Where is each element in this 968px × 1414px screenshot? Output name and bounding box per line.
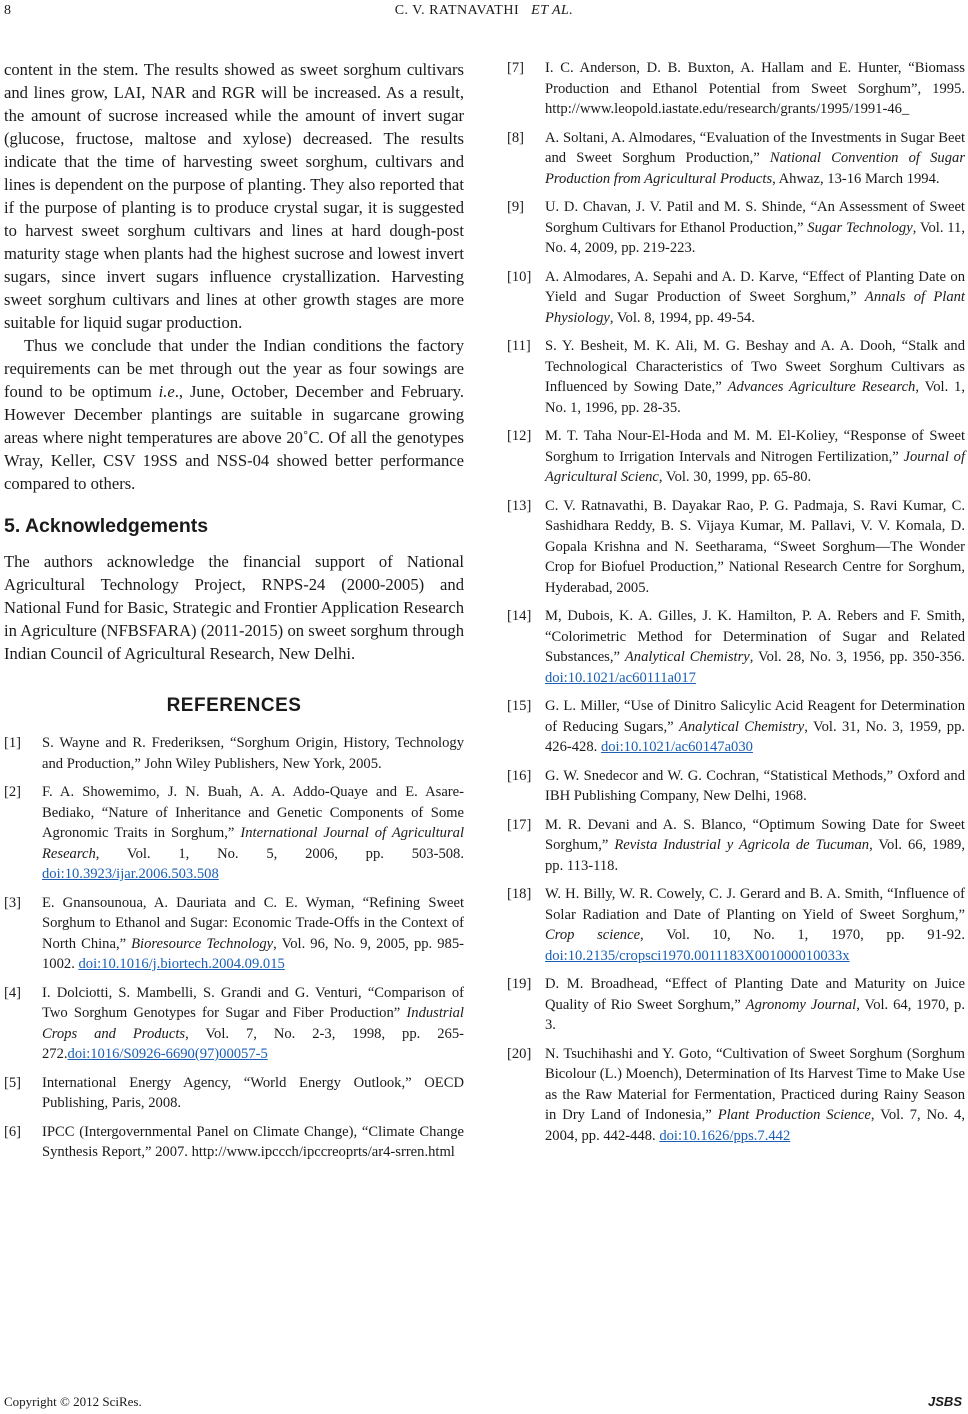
reference-text: I. C. Anderson, D. B. Buxton, A. Hallam and E. Hunter, “Biomass Production and Ethanol Potential from Sweet Sorghum”, 1995. http://www.leopold.iastate.edu/research/grants/1995/1991-46_	[545, 60, 965, 117]
reference-number: [12]	[507, 428, 532, 444]
reference-item	[507, 58, 965, 120]
doi-link[interactable]: doi:10.3923/ijar.2006.503.508	[42, 866, 219, 882]
doi-link[interactable]: doi:10.1021/ac60111a017	[545, 669, 696, 686]
reference-item	[4, 893, 464, 975]
reference-text: F. A. Showemimo, J. N. Buah, A. A. Addo-Quaye and E. Asare-Bediako, “Nature of Inheritance and Genetic Components of Some Agronomic Traits in Sorghum,” International Journal of Agricultural Research, Vol. 1, No. 5, 2006, pp. 503-508. doi:10.3923/ijar.2006.503.508	[42, 784, 464, 882]
reference-text: A. Soltani, A. Almodares, “Evaluation of the Investments in Sugar Beet and Sweet Sorghum Production,” National Convention of Sugar Production from Agricultural Products, Ahwaz, 13-16 March 1994.	[545, 129, 965, 187]
references-heading: REFERENCES	[166, 695, 302, 716]
reference-text: M. T. Taha Nour-El-Hoda and M. M. El-Koliey, “Response of Sweet Sorghum to Irrigation Intervals and Nitrogen Fertilization,” Journal of Agricultural Scienc, Vol. 30, 1999, pp. 65-80.	[545, 428, 965, 485]
reference-item	[4, 733, 464, 774]
reference-number: [1]	[4, 735, 22, 751]
doi-link[interactable]: doi:1016/S0926-6690(97)00057-5	[67, 1046, 268, 1062]
reference-text: M. R. Devani and A. S. Blanco, “Optimum Sowing Date for Sweet Sorghum,” Revista Industrial y Agricola de Tucuman, Vol. 66, 1989, pp. 113-118.	[545, 816, 965, 874]
reference-number: [5]	[4, 1074, 22, 1091]
page-number: 8	[4, 3, 11, 18]
acknowledgements-heading: 5. Acknowledgements	[4, 515, 209, 537]
reference-text: S. Wayne and R. Frederiksen, “Sorghum Origin, History, Technology and Production,” John Wiley Publishers, New York, 2005.	[42, 735, 464, 772]
reference-item	[4, 983, 464, 1065]
doi-link[interactable]: doi:10.1016/j.biortech.2004.09.015	[78, 956, 285, 972]
reference-item	[507, 766, 965, 807]
reference-text: C. V. Ratnavathi, B. Dayakar Rao, P. G. Padmaja, S. Ravi Kumar, C. Sashidhara Reddy, B. S. Vijaya Kumar, M. Pallavi, V. V. Komala, D. Gopala Krishna and N. Seetharama, “Sweet Sorghum—The Wonder Crop for Biofuel Production,” National Research Centre for Sorghum, Hyderabad, 2005.	[545, 497, 965, 596]
reference-text: A. Almodares, A. Sepahi and A. D. Karve, “Effect of Planting Date on Yield and Sugar Production of Sweet Sorghum,” Annals of Plant Physiology, Vol. 8, 1994, pp. 49-54.	[545, 268, 965, 326]
reference-text: W. H. Billy, W. R. Cowely, C. J. Gerard and B. A. Smith, “Influence of Solar Radiation and Date of Planting on Yield of Sweet Sorghum,” Crop science, Vol. 10, No. 1, 1970, pp. 91-92. doi:10.2135/cropsci1970.0011183X001000010033x	[545, 886, 965, 964]
conclusion-paragraph: Thus we conclude that under the Indian conditions the factory requirements can be met through out the year as four sowings are found to be optimum i.e., June, October, December and February. However December plantings are suitable in sugarcane growing areas where night temperatures are above 20˚C. Of all the genotypes Wray, Keller, CSV 19SS and NSS-04 showed better performance compared to others.	[4, 336, 464, 493]
reference-item	[4, 782, 464, 885]
reference-item	[507, 267, 965, 329]
reference-number: [19]	[507, 976, 532, 992]
reference-item	[507, 606, 965, 688]
reference-text: M, Dubois, K. A. Gilles, J. K. Hamilton, P. A. Rebers and F. Smith, “Colorimetric Method for Determination of Sugar and Related Substances,” Analytical Chemistry, Vol. 28, No. 3, 1956, pp. 350-356. doi:10.1021/ac60111a017	[545, 608, 965, 686]
reference-number: [15]	[507, 698, 532, 714]
doi-link[interactable]: doi:10.1626/pps.7.442	[659, 1127, 791, 1144]
reference-number: [16]	[507, 767, 532, 784]
reference-number: [8]	[507, 129, 525, 146]
body-paragraph: content in the stem. The results showed as sweet sorghum cultivars and lines grow, LAI, NAR and RGR will be increased. As a result, the amount of sucrose increased while the amount of invert sugar (glucose, fructose, maltose and xylose) decreased. The results indicate that the time of harvesting sweet sorghum, cultivars and lines is dependent on the purpose of planting. They also reported that if the purpose of planting is to produce crystal sugar, it is suggested to harvest sweet sorghum cultivars and lines at hard dough-post maturity stage when plants had the highest sucrose and lowest invert sugars, since invert sugars influence crystallization. Harvesting sweet sorghum cultivars and lines at other growth stages are more suitable for liquid sugar production.	[4, 60, 464, 332]
reference-item	[507, 815, 965, 877]
reference-item	[507, 426, 965, 488]
reference-text: E. Gnansounoua, A. Dauriata and C. E. Wyman, “Refining Sweet Sorghum to Ethanol and Sugar: Economic Trade-Offs in the Context of North China,” Bioresource Technology, Vol. 96, No. 9, 2005, pp. 985-1002. doi:10.1016/j.biortech.2004.09.015	[42, 894, 464, 972]
reference-item	[507, 197, 965, 259]
reference-item	[507, 128, 965, 190]
copyright-notice: Copyright © 2012 SciRes.	[4, 1394, 142, 1409]
doi-link[interactable]: doi:10.1021/ac60147a030	[600, 739, 753, 755]
references-list-left	[4, 733, 464, 1163]
reference-number: [6]	[4, 1123, 22, 1140]
reference-text: S. Y. Besheit, M. K. Ali, M. G. Beshay and A. A. Dooh, “Stalk and Technological Characteristics of Two Sweet Sorghum Cultivars as Influenced by Sowing Date,” Advances Agriculture Research, Vol. 1, No. 1, 1996, pp. 28-35.	[545, 338, 965, 416]
reference-item	[4, 1073, 464, 1114]
reference-number: [20]	[507, 1045, 532, 1062]
reference-number: [14]	[507, 608, 532, 624]
reference-text: I. Dolciotti, S. Mambelli, S. Grandi and G. Venturi, “Comparison of Two Sorghum Genotypes for Sugar and Fiber Production” Industrial Crops and Products, Vol. 7, No. 2-3, 1998, pp. 265-272.doi:1016/S0926-6690(97)00057-5	[42, 984, 464, 1062]
reference-text: G. W. Snedecor and W. G. Cochran, “Statistical Methods,” Oxford and IBH Publishing Company, New Delhi, 1968.	[545, 767, 965, 804]
reference-number: [13]	[507, 497, 532, 514]
reference-text: G. L. Miller, “Use of Dinitro Salicylic Acid Reagent for Determination of Reducing Sugars,” Analytical Chemistry, Vol. 31, No. 3, 1959, pp. 426-428. doi:10.1021/ac60147a030	[545, 698, 966, 755]
reference-text: IPCC (Intergovernmental Panel on Climate Change), “Climate Change Synthesis Report,” 2007. http://www.ipccch/ipccreoprts/ar4-srren.html	[42, 1123, 464, 1160]
reference-item	[507, 336, 965, 418]
reference-number: [18]	[507, 886, 532, 902]
references-list-right	[507, 58, 965, 1146]
reference-item	[507, 1044, 965, 1147]
reference-item	[4, 1122, 464, 1163]
reference-number: [2]	[4, 784, 22, 800]
reference-text: D. M. Broadhead, “Effect of Planting Date and Maturity on Juice Quality of Rio Sweet Sorghum,” Agronomy Journal, Vol. 64, 1970, p. 3.	[545, 976, 965, 1033]
doi-link[interactable]: doi:10.2135/cropsci1970.0011183X001000010033x	[545, 947, 850, 964]
reference-number: [3]	[4, 894, 22, 911]
reference-item	[507, 696, 965, 758]
reference-number: [10]	[507, 268, 532, 285]
running-title: C. V. RATNAVATHI ET AL.	[394, 3, 574, 18]
left-column	[4, 58, 464, 1171]
acknowledgements-text: The authors acknowledge the financial support of National Agricultural Technology Project, RNPS-24 (2000-2005) and National Fund for Basic, Strategic and Frontier Application Research in Agriculture (NFBSFARA) (2011-2015) on sweet sorghum through Indian Council of Agricultural Research, New Delhi.	[4, 552, 464, 663]
reference-number: [9]	[507, 199, 525, 215]
reference-item	[507, 496, 965, 599]
reference-number: [7]	[507, 60, 525, 76]
reference-text: N. Tsuchihashi and Y. Goto, “Cultivation of Sweet Sorghum (Sorghum Bicolour (L.) Moench), Determination of Its Harvest Time to Make Use as the Raw Material for Fermentation, Practiced during Rainy Season in Dry Land of Indonesia,” Plant Production Science, Vol. 7, No. 4, 2004, pp. 442-448. doi:10.1626/pps.7.442	[545, 1045, 965, 1144]
reference-item	[507, 884, 965, 966]
reference-number: [11]	[507, 338, 531, 354]
right-column	[507, 58, 965, 1154]
reference-text: U. D. Chavan, J. V. Patil and M. S. Shinde, “An Assessment of Sweet Sorghum Cultivars for Ethanol Production,” Sugar Technology, Vol. 11, No. 4, 2009, pp. 219-223.	[545, 199, 965, 256]
reference-item	[507, 974, 965, 1036]
reference-number: [4]	[4, 984, 22, 1001]
reference-number: [17]	[507, 816, 532, 833]
reference-text: International Energy Agency, “World Energy Outlook,” OECD Publishing, Paris, 2008.	[42, 1074, 464, 1111]
journal-abbreviation: JSBS	[928, 1394, 962, 1409]
